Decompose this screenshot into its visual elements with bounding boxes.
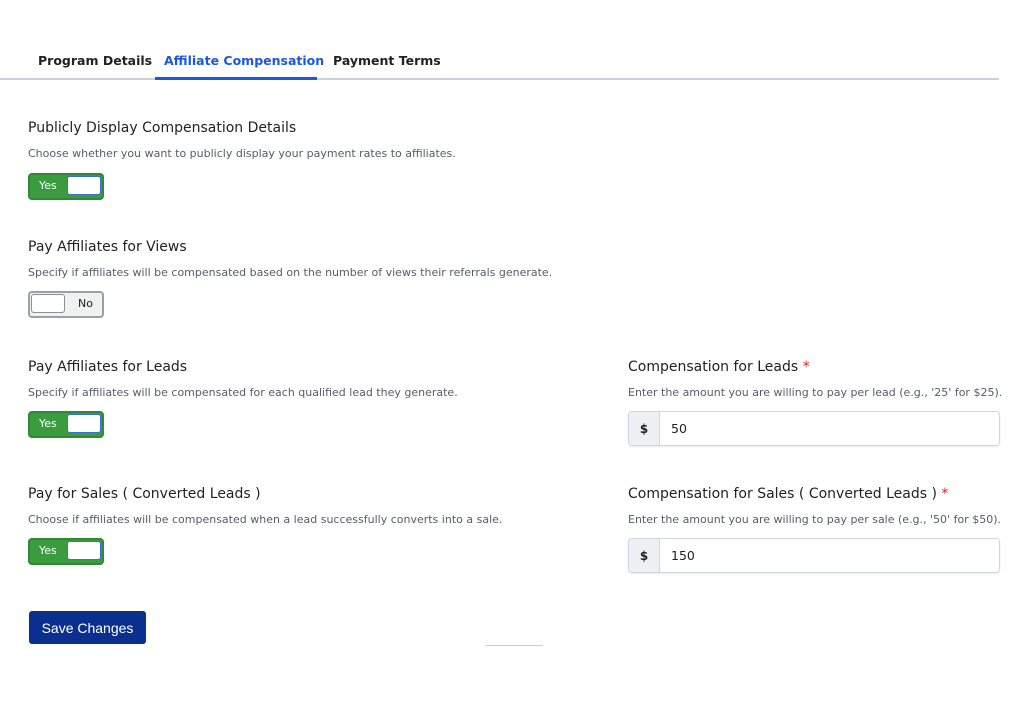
field-label-text: Compensation for Leads	[628, 359, 799, 375]
sales-compensation-group	[628, 538, 1000, 573]
views-toggle[interactable]	[28, 291, 104, 318]
section-description: Specify if affiliates will be compensated for each qualified lead they generate.	[28, 386, 458, 399]
sales-toggle[interactable]	[28, 538, 104, 565]
section-title: Pay for Sales ( Converted Leads )	[28, 486, 261, 502]
toggle-label: Yes	[39, 417, 57, 430]
public-display-toggle[interactable]	[28, 173, 104, 200]
section-title: Publicly Display Compensation Details	[28, 120, 297, 136]
active-tab-indicator	[155, 77, 317, 80]
field-description: Enter the amount you are willing to pay per lead (e.g., '25' for $25).	[628, 386, 1003, 399]
save-changes-button[interactable]: Save Changes	[29, 611, 146, 644]
toggle-label: No	[78, 297, 93, 310]
toggle-label: Yes	[39, 179, 57, 192]
section-description: Specify if affiliates will be compensated based on the number of views their referrals generate.	[28, 266, 553, 279]
required-marker: *	[941, 486, 949, 502]
lead-compensation-group	[628, 411, 1000, 446]
currency-prefix: $	[629, 539, 660, 572]
section-title: Pay Affiliates for Views	[28, 239, 187, 255]
field-label-text: Compensation for Sales ( Converted Leads )	[628, 486, 937, 502]
toggle-knob	[67, 541, 101, 560]
field-description: Enter the amount you are willing to pay per sale (e.g., '50' for $50).	[628, 513, 1001, 526]
toggle-knob	[67, 176, 101, 195]
toggle-label: Yes	[39, 544, 57, 557]
tab-payment-terms[interactable]: Payment Terms	[333, 53, 441, 68]
currency-prefix: $	[629, 412, 660, 445]
tab-affiliate-compensation[interactable]: Affiliate Compensation	[164, 53, 325, 68]
tab-program-details[interactable]: Program Details	[38, 53, 153, 68]
field-label	[628, 359, 810, 375]
field-label	[628, 486, 948, 502]
section-title: Pay Affiliates for Leads	[28, 359, 188, 375]
leads-toggle[interactable]	[28, 411, 104, 438]
required-marker: *	[802, 359, 810, 375]
lead-compensation-input[interactable]	[660, 412, 999, 445]
toggle-knob	[31, 294, 65, 313]
section-description: Choose whether you want to publicly display your payment rates to affiliates.	[28, 147, 456, 160]
toggle-knob	[67, 414, 101, 433]
divider	[485, 645, 543, 646]
tab-divider	[0, 78, 999, 80]
sales-compensation-input[interactable]	[660, 539, 999, 572]
section-description: Choose if affiliates will be compensated when a lead successfully converts into a sale.	[28, 513, 503, 526]
